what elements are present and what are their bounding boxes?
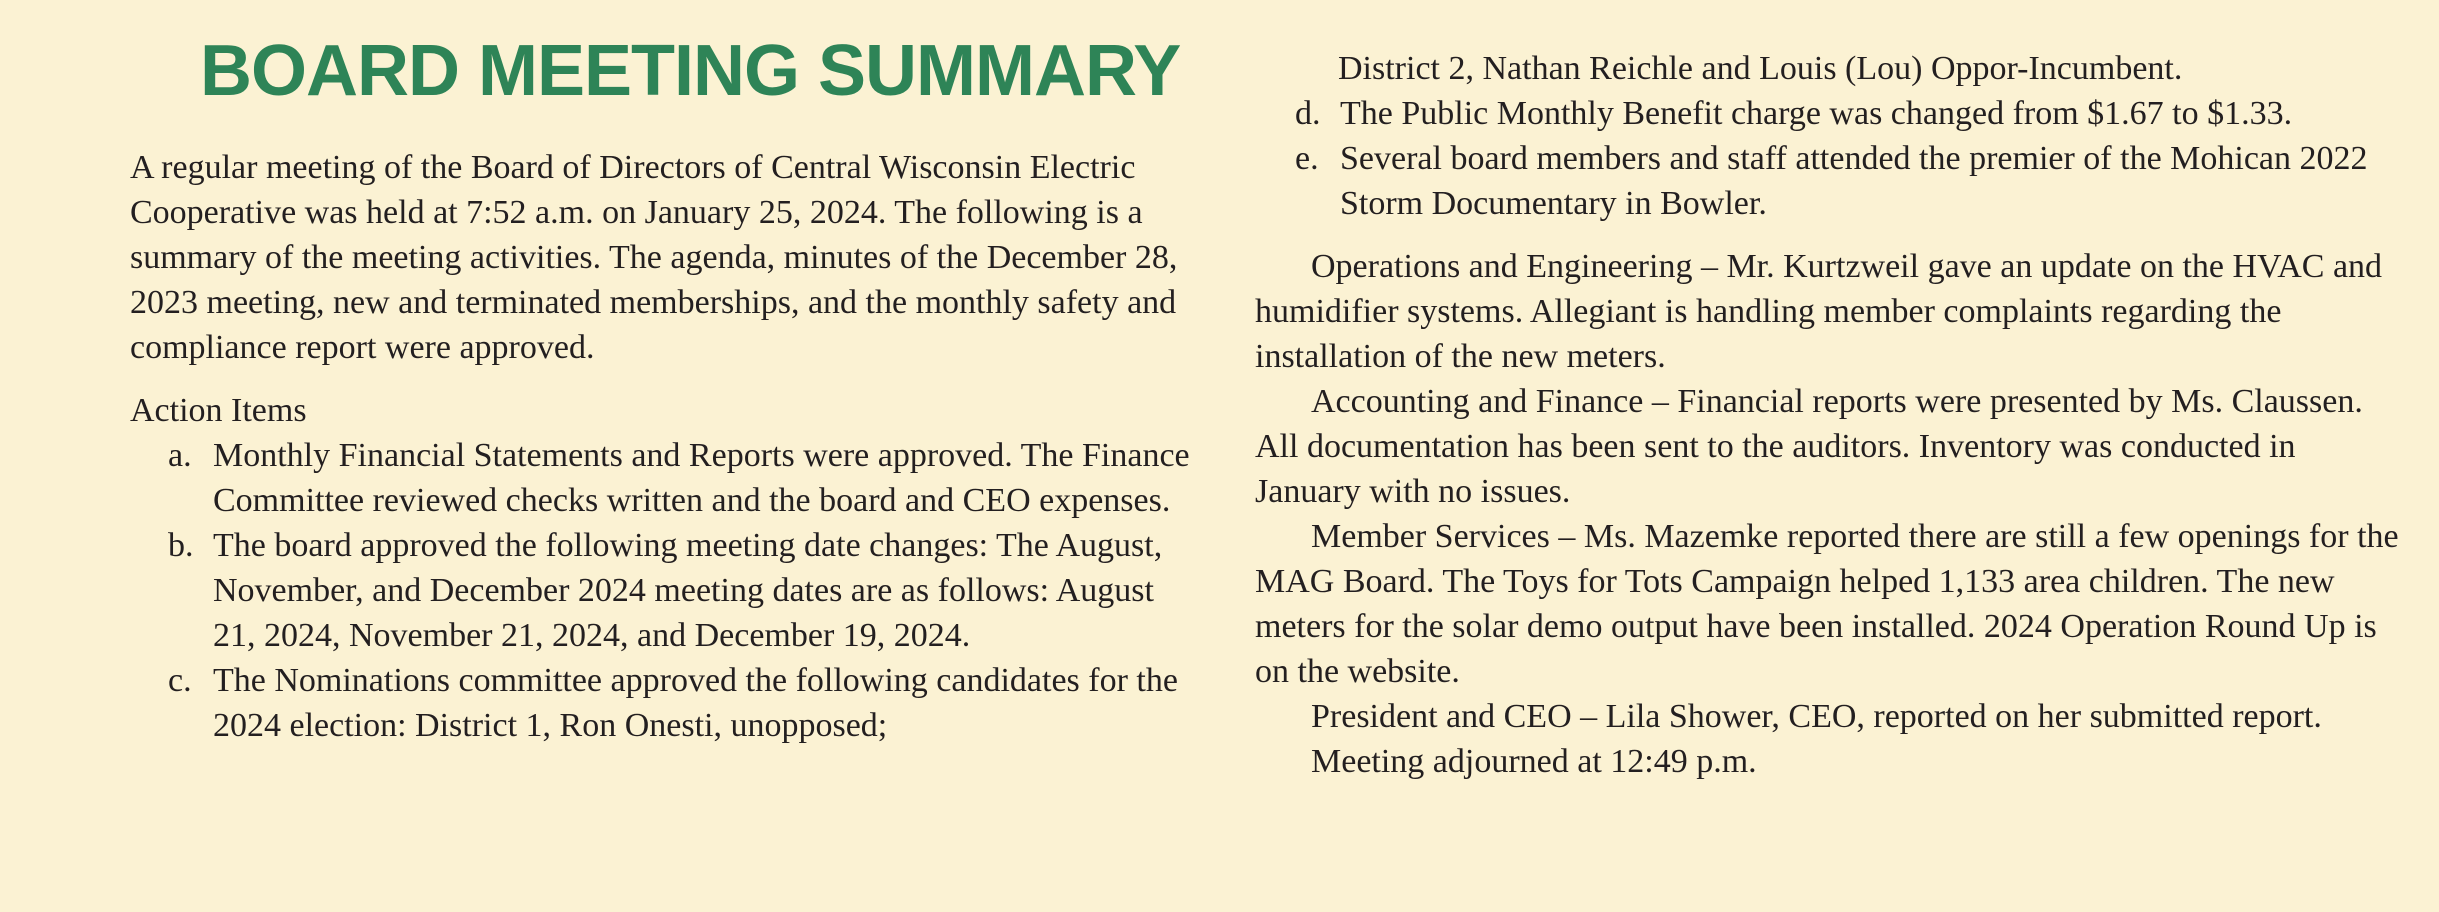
action-item-text: Monthly Financial Statements and Reports were approved. The Finance Committee reviewed checks written and the board and CEO expenses. — [213, 437, 1190, 519]
action-item-marker: e. — [1295, 140, 1319, 177]
action-item-marker: d. — [1295, 95, 1321, 132]
action-item-a — [130, 433, 1190, 523]
left-column — [130, 30, 1190, 748]
action-item-text: The Nominations committee approved the following candidates for the 2024 election: District 1, Ron Onesti, unopposed; — [213, 662, 1178, 744]
action-item-c-continuation: District 2, Nathan Reichle and Louis (Lou) Oppor-Incumbent. — [1338, 50, 2183, 87]
action-item-b — [130, 523, 1190, 658]
right-column — [1255, 50, 2405, 784]
adjournment-note: Meeting adjourned at 12:49 p.m. — [1311, 743, 1757, 780]
member-services-report: Member Services – Ms. Mazemke reported there are still a few openings for the MAG Board. The Toys for Tots Campaign helped 1,133 area children. The new meters for the solar demo output have been installed. 2024 Operation Round Up is on the website. — [1255, 518, 2399, 690]
department-reports — [1255, 244, 2405, 784]
action-item-marker: c. — [168, 662, 192, 699]
accounting-report: Accounting and Finance – Financial reports were presented by Ms. Claussen. All documentation has been sent to the auditors. Inventory was conducted in January with no issues. — [1255, 383, 2363, 510]
action-item-text: Several board members and staff attended the premier of the Mohican 2022 Storm Documentary in Bowler. — [1340, 140, 2368, 222]
intro-paragraph: A regular meeting of the Board of Directors of Central Wisconsin Electric Cooperative was held at 7:52 a.m. on January 25, 2024. The following is a summary of the meeting activities. The agenda, minutes of the December 28, 2023 meeting, new and terminated memberships, and the monthly safety and compliance report were approved. — [130, 149, 1178, 366]
action-item-text: The board approved the following meeting date changes: The August, November, and December 2024 meeting dates are as follows: August 21, 2024, November 21, 2024, and December 19, 2024. — [213, 527, 1163, 654]
operations-report: Operations and Engineering – Mr. Kurtzweil gave an update on the HVAC and humidifier systems. Allegiant is handling member complaints regarding the installation of the new meters. — [1255, 248, 2383, 375]
action-item-c — [130, 658, 1190, 748]
action-item-marker: a. — [168, 437, 192, 474]
action-item-e — [1255, 136, 2405, 226]
page-title: BOARD MEETING SUMMARY — [200, 31, 1181, 111]
action-items-list-continued — [1255, 91, 2405, 226]
action-items-heading: Action Items — [130, 392, 307, 429]
action-items-list — [130, 433, 1190, 748]
action-item-text: The Public Monthly Benefit charge was changed from $1.67 to $1.33. — [1340, 95, 2293, 132]
action-item-d — [1255, 91, 2405, 136]
action-item-marker: b. — [168, 527, 194, 564]
president-report: President and CEO – Lila Shower, CEO, reported on her submitted report. — [1311, 698, 2322, 735]
